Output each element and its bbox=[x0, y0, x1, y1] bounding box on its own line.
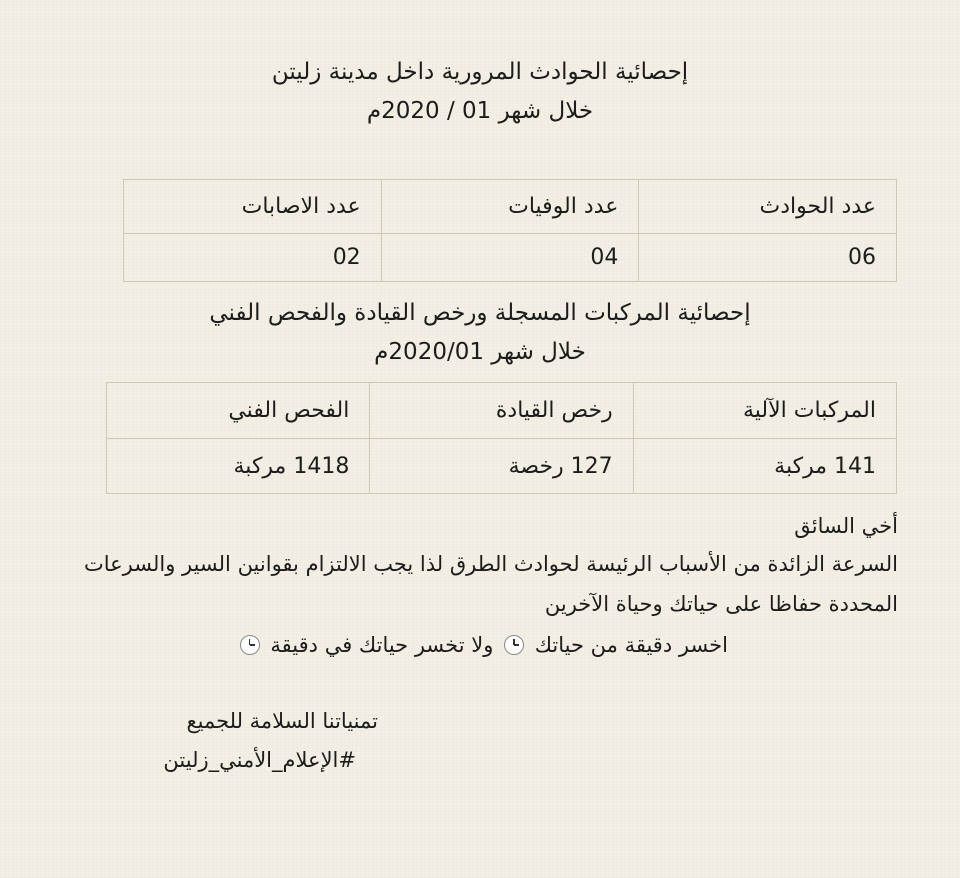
header-accidents: عدد الحوادث bbox=[639, 180, 897, 234]
advice-line-2: المحددة حفاظا على حياتك وحياة الآخرين bbox=[544, 592, 898, 616]
value-inspection: 1418 مركبة bbox=[107, 439, 370, 494]
value-accidents: 06 bbox=[639, 234, 897, 282]
table-row bbox=[107, 439, 897, 494]
value-licenses: 127 رخصة bbox=[370, 439, 633, 494]
slogan bbox=[236, 627, 728, 663]
header-injuries: عدد الاصابات bbox=[124, 180, 382, 234]
clock-icon bbox=[240, 635, 260, 655]
slogan-part-1: اخسر دقيقة من حياتك bbox=[534, 633, 728, 657]
clock-icon bbox=[504, 635, 524, 655]
value-injuries: 02 bbox=[124, 234, 382, 282]
vehicles-period: خلال شهر 2020/01م bbox=[374, 339, 586, 365]
advice-line-1: السرعة الزائدة من الأسباب الرئيسة لحوادث الطرق لذا يجب الالتزام بقوانين السير والسرعات bbox=[83, 552, 898, 576]
header-deaths: عدد الوفيات bbox=[381, 180, 639, 234]
value-vehicles: 141 مركبة bbox=[633, 439, 896, 494]
table-row bbox=[124, 234, 897, 282]
vehicles-table bbox=[106, 382, 897, 494]
value-deaths: 04 bbox=[381, 234, 639, 282]
header-vehicles: المركبات الآلية bbox=[633, 383, 896, 439]
hashtag: #الإعلام_الأمني_زليتن bbox=[163, 748, 356, 772]
closing-text: تمنياتنا السلامة للجميع bbox=[186, 709, 378, 733]
header-inspection: الفحص الفني bbox=[107, 383, 370, 439]
slogan-part-2: ولا تخسر حياتك في دقيقة bbox=[270, 633, 494, 657]
header-licenses: رخص القيادة bbox=[370, 383, 633, 439]
table-header-row bbox=[107, 383, 897, 439]
table-header-row bbox=[124, 180, 897, 234]
page-period: خلال شهر 01 / 2020م bbox=[366, 98, 594, 124]
page-title: إحصائية الحوادث المرورية داخل مدينة زليتن bbox=[271, 59, 689, 85]
greeting: أخي السائق bbox=[794, 514, 898, 538]
accidents-table bbox=[123, 179, 897, 282]
vehicles-title: إحصائية المركبات المسجلة ورخص القيادة والفحص الفني bbox=[209, 300, 751, 326]
